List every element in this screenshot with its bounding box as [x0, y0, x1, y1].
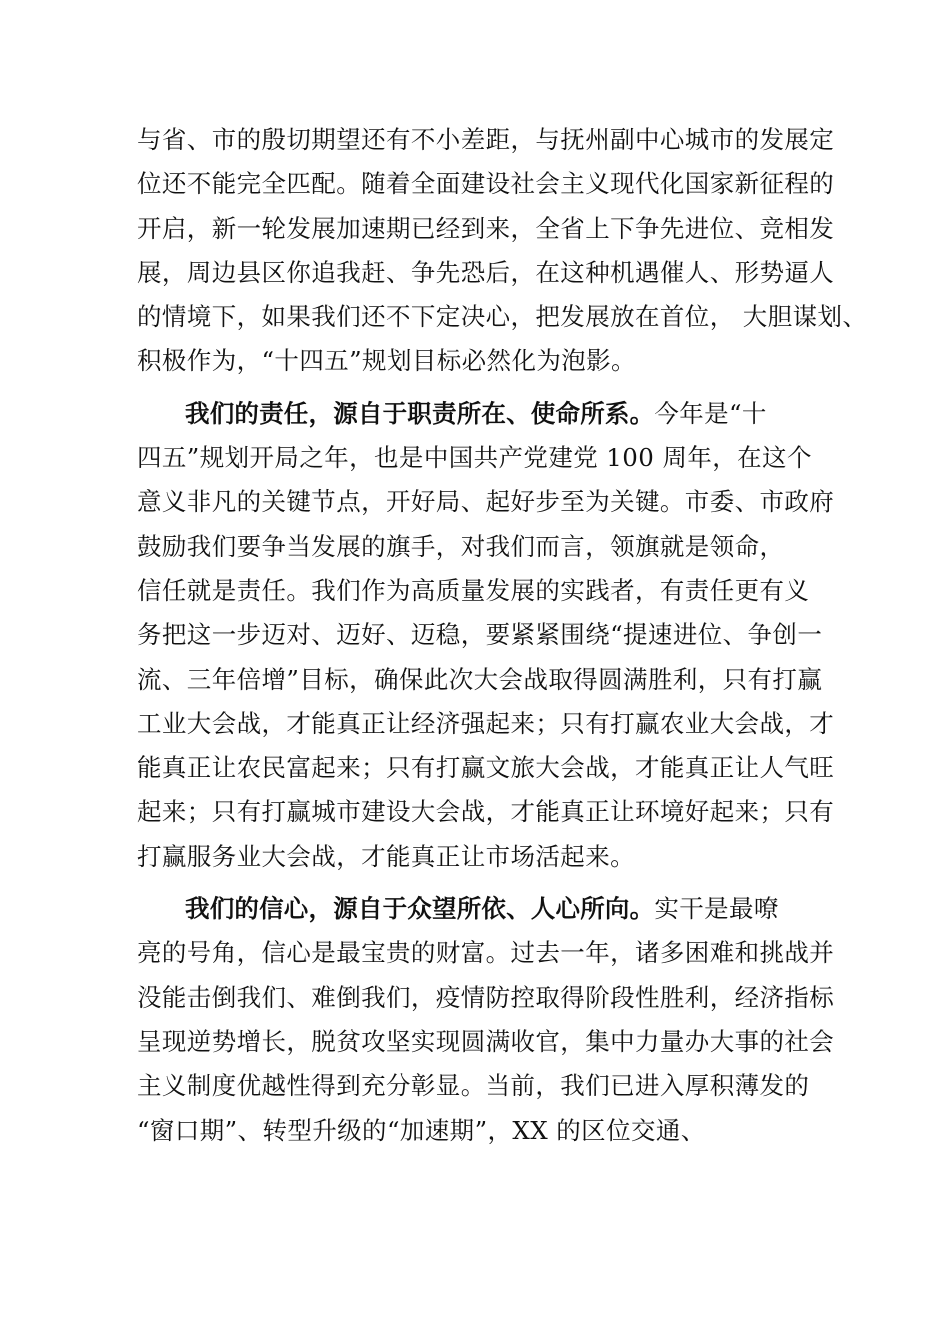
paragraph-text: 今年是“十 [654, 398, 767, 428]
paragraph-line: 呈现逆势增长，脱贫攻坚实现圆满收官，集中力量办大事的社会 [137, 1026, 835, 1056]
paragraph-line: 亮的号角，信心是最宝贵的财富。过去一年，诸多困难和挑战并 [137, 938, 835, 968]
paragraph-line: “窗口期”、转型升级的“加速期”，XX 的区位交通、 [137, 1115, 706, 1145]
document-body [137, 118, 868, 1153]
paragraph-3 [137, 887, 837, 1153]
paragraph-first-line [137, 887, 837, 931]
paragraph-line: 展，周边县区你追我赶、争先恐后，在这种机遇催人、形势逼人 [137, 257, 835, 287]
paragraph-line: 的情境下，如果我们还不下定决心，把发展放在首位， 大胆谋划、 [137, 302, 868, 332]
paragraph-text: 实干是最嘹 [654, 894, 779, 924]
paragraph-2 [137, 392, 837, 879]
paragraph-line: 四五”规划开局之年，也是中国共产党建党 100 周年，在这个 [137, 443, 812, 473]
paragraph-heading: 我们的信心，源自于众望所依、人心所向。 [185, 894, 655, 924]
paragraph-1 [137, 118, 868, 384]
paragraph-line: 没能击倒我们、难倒我们，疫情防控取得阶段性胜利，经济指标 [137, 982, 835, 1012]
paragraph-line: 工业大会战，才能真正让经济强起来；只有打赢农业大会战，才 [137, 708, 835, 738]
paragraph-line: 位还不能完全匹配。随着全面建设社会主义现代化国家新征程的 [137, 169, 835, 199]
paragraph-line: 流、三年倍增”目标，确保此次大会战取得圆满胜利，只有打赢 [137, 664, 823, 694]
paragraph-line: 起来；只有打赢城市建设大会战，才能真正让环境好起来；只有 [137, 797, 835, 827]
paragraph-heading: 我们的责任，源自于职责所在、使命所系。 [185, 398, 655, 428]
paragraph-line: 信任就是责任。我们作为高质量发展的实践者，有责任更有义 [137, 575, 810, 605]
paragraph-line: 主义制度优越性得到充分彰显。当前，我们已进入厚积薄发的 [137, 1071, 810, 1101]
paragraph-line: 能真正让农民富起来；只有打赢文旅大会战，才能真正让人气旺 [137, 753, 835, 783]
paragraph-line: 务把这一步迈对、迈好、迈稳，要紧紧围绕“提速进位、争创一 [137, 620, 823, 650]
paragraph-line: 与省、市的殷切期望还有不小差距，与抚州副中心城市的发展定 [137, 125, 835, 154]
paragraph-first-line [137, 392, 837, 436]
paragraph-line: 意义非凡的关键节点，开好局、起好步至为关键。市委、市政府 [137, 487, 835, 517]
paragraph-line: 鼓励我们要争当发展的旗手，对我们而言，领旗就是领命， [137, 531, 785, 561]
paragraph-line: 积极作为，“十四五”规划目标必然化为泡影。 [137, 346, 636, 376]
paragraph-line: 打赢服务业大会战，才能真正让市场活起来。 [137, 841, 635, 871]
paragraph-line: 开启，新一轮发展加速期已经到来，全省上下争先进位、竞相发 [137, 213, 835, 243]
